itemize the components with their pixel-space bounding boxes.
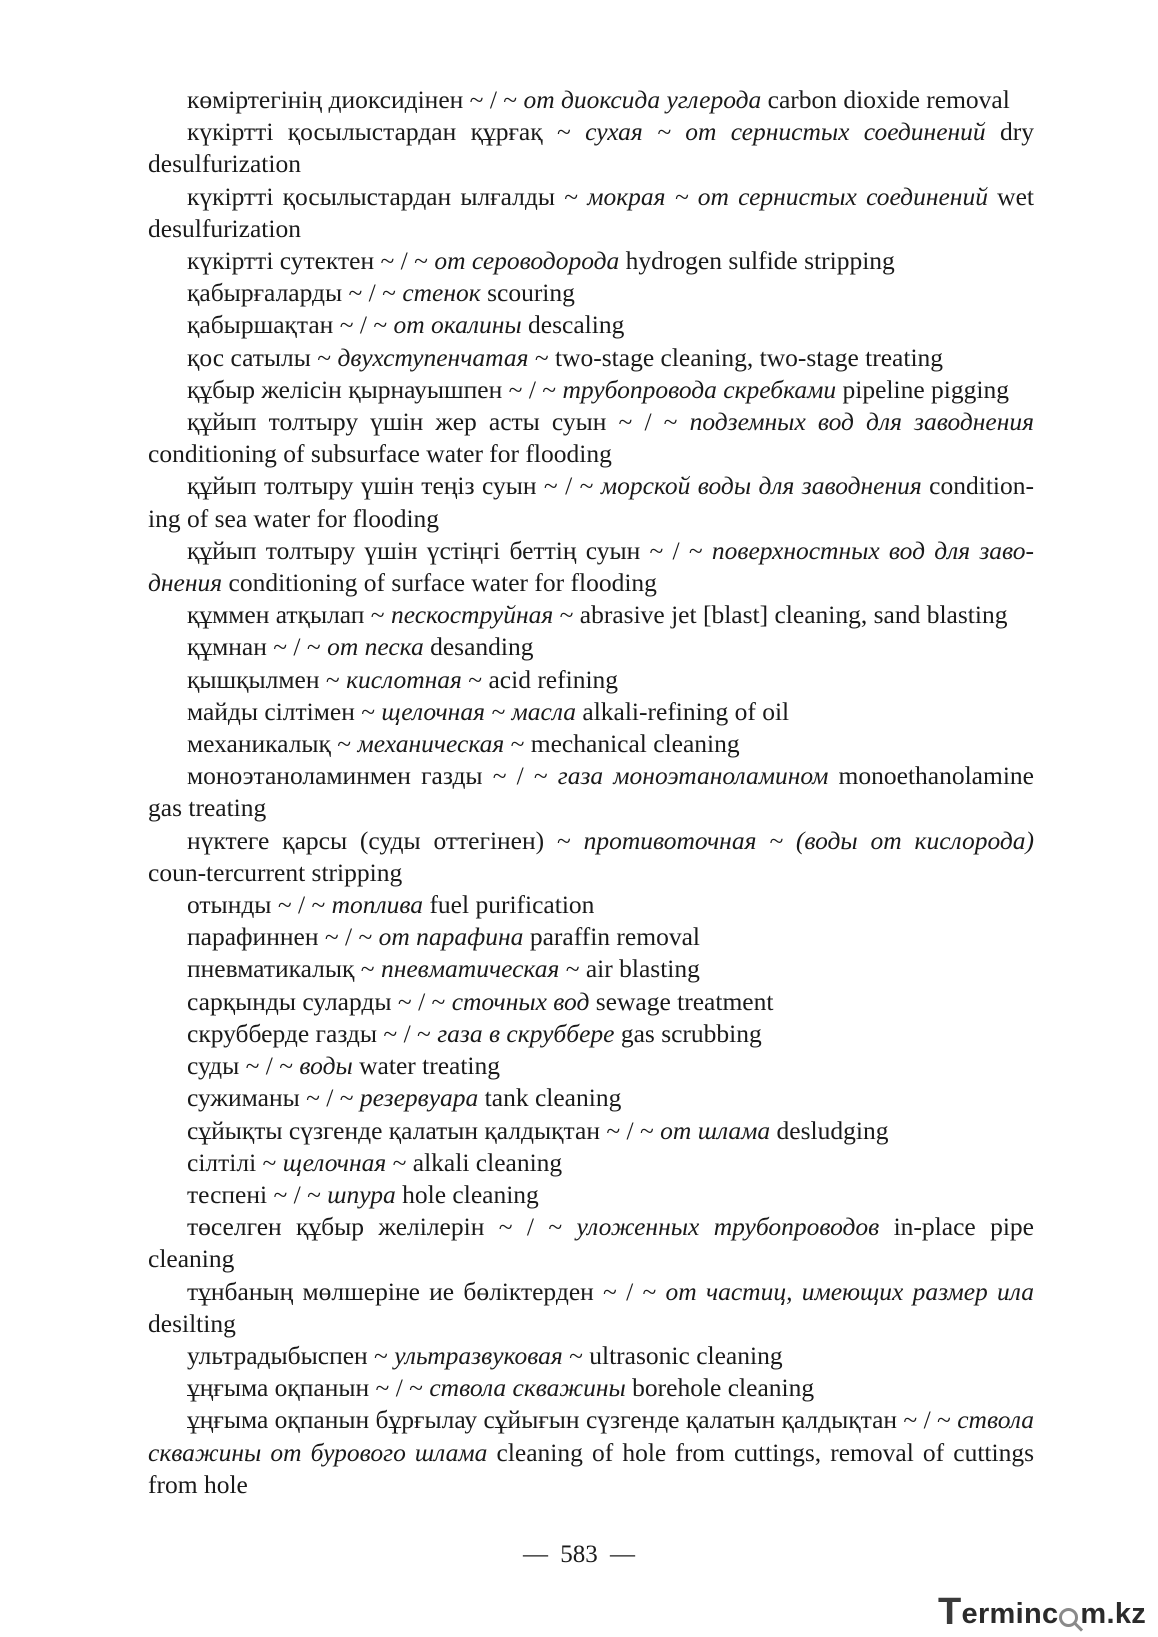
- entry: [148, 1147, 1034, 1179]
- term-kazakh: құммен атқылап ~: [187, 600, 391, 630]
- term-kazakh: қышқылмен ~: [187, 664, 347, 694]
- entry: [148, 535, 1034, 599]
- entry: [148, 1050, 1034, 1082]
- term-kazakh: сарқынды суларды ~ / ~: [187, 986, 452, 1016]
- term-kazakh: тұнбаның мөлшеріне ие бөліктерден ~ / ~: [187, 1276, 666, 1306]
- term-russian: сухая ~ от сернистых соединений: [585, 117, 986, 147]
- term-kazakh: қабырғаларды ~ / ~: [187, 278, 403, 308]
- term-russian: морской воды для заводнения: [600, 471, 922, 501]
- term-russian: двухступенчатая: [337, 342, 529, 372]
- term-russian: газа в скруббере: [437, 1018, 615, 1048]
- term-russian: трубопровода скребками: [562, 374, 837, 404]
- term-english: ~ alkali cleaning: [386, 1147, 563, 1177]
- term-english: gas scrubbing: [614, 1018, 762, 1048]
- term-kazakh: күкіртті сутектен ~ / ~: [187, 246, 435, 276]
- term-english: hole cleaning: [395, 1179, 539, 1209]
- term-russian: ультразвуковая: [394, 1340, 563, 1370]
- term-russian: пескоструйная: [390, 600, 554, 630]
- term-kazakh: ұңғыма оқпанын ~ / ~: [187, 1373, 430, 1403]
- entry: [148, 1179, 1034, 1211]
- term-russian: от шлама: [660, 1115, 771, 1145]
- term-kazakh: теспені ~ / ~: [187, 1179, 328, 1209]
- term-english: ~ ultrasonic cleaning: [562, 1340, 783, 1370]
- entry: [148, 1372, 1034, 1404]
- term-kazakh: төселген құбыр желілерін ~ / ~: [187, 1212, 577, 1242]
- term-russian: от диоксида углерода: [523, 85, 762, 114]
- term-kazakh: отынды ~ / ~: [187, 890, 332, 920]
- term-english: desilting: [148, 1308, 236, 1338]
- entry: [148, 1404, 1034, 1501]
- term-kazakh: көміртегінің диоксидінен ~ / ~: [187, 85, 524, 114]
- entry: [148, 953, 1034, 985]
- term-english: water treating: [352, 1051, 501, 1081]
- term-kazakh: парафиннен ~ / ~: [187, 922, 379, 952]
- term-kazakh: нүктеге қарсы (суды оттегінен) ~: [187, 825, 584, 855]
- entry: [148, 1018, 1034, 1050]
- terminology-site-watermark: [938, 1591, 1146, 1631]
- term-russian: противоточная ~ (воды от кислорода): [583, 825, 1035, 855]
- term-english: ~ abrasive jet [blast] cleaning, sand blasting: [553, 600, 1008, 630]
- term-russian: подземных вод для заводнения: [689, 407, 1034, 437]
- term-kazakh: майды сілтімен ~: [187, 696, 382, 726]
- term-english: desanding: [423, 632, 534, 662]
- term-english: conditioning of sea water for flooding: [148, 471, 1034, 533]
- term-kazakh: құйып толтыру үшін теңіз суын ~ / ~: [187, 471, 601, 501]
- entry: [148, 986, 1034, 1018]
- entry: [148, 245, 1034, 277]
- term-english: ~ mechanical cleaning: [504, 729, 740, 759]
- term-english: tank cleaning: [478, 1083, 622, 1113]
- term-russian: воды: [299, 1051, 353, 1081]
- term-kazakh: сужиманы ~ / ~: [187, 1083, 360, 1113]
- term-english: desludging: [770, 1115, 889, 1145]
- term-russian: пневматическая: [380, 954, 560, 984]
- entry: [148, 728, 1034, 760]
- term-russian: газа моноэтаноламином: [557, 761, 829, 791]
- term-kazakh: қос сатылы ~: [187, 342, 338, 372]
- term-english: cleaning of hole from cuttings, removal of cuttings from hole: [148, 1437, 1034, 1499]
- term-russian: от окалины: [393, 310, 522, 340]
- term-russian: ствола скважины: [429, 1373, 626, 1403]
- entry: [148, 1211, 1034, 1275]
- entry: [148, 277, 1034, 309]
- entry: [148, 664, 1034, 696]
- entry: [148, 374, 1034, 406]
- entry: [148, 84, 1034, 116]
- term-english: hydrogen sulfide stripping: [619, 246, 895, 276]
- term-english: descaling: [521, 310, 625, 340]
- term-kazakh: күкіртті қосылыстардан ылғалды ~: [187, 181, 588, 211]
- watermark-middle: erminc: [961, 1598, 1059, 1630]
- term-english: borehole cleaning: [625, 1373, 815, 1403]
- term-english: ~ air blasting: [559, 954, 700, 984]
- entry: [148, 760, 1034, 824]
- term-russian: топлива: [331, 890, 424, 920]
- entry: [148, 1276, 1034, 1340]
- term-russian: от сероводорода: [434, 246, 620, 276]
- term-russian: щелочная ~ масла: [381, 696, 576, 726]
- term-kazakh: ұңғыма оқпанын бұрғылау сұйығын сүзгенде қалатын қалдықтан ~ / ~: [187, 1405, 958, 1435]
- term-english: carbon dioxide removal: [761, 85, 1010, 114]
- term-english: paraffin removal: [523, 922, 700, 952]
- entry: [148, 696, 1034, 728]
- term-english: scouring: [480, 278, 575, 308]
- term-russian: шпура: [327, 1179, 396, 1209]
- term-english: monoethanolamine gas treating: [148, 761, 1034, 823]
- entry: [148, 1115, 1034, 1147]
- term-russian: стенок: [402, 278, 481, 308]
- term-kazakh: сұйықты сүзгенде қалатын қалдықтан ~ / ~: [187, 1115, 661, 1145]
- term-kazakh: құйып толтыру үшін үстіңгі беттің суын ~ / ~: [187, 535, 712, 565]
- term-kazakh: қабыршақтан ~ / ~: [187, 310, 394, 340]
- term-english: pipeline pigging: [836, 374, 1009, 404]
- term-russian: мокрая ~ от сернистых соединений: [587, 181, 988, 211]
- term-russian: от парафина: [378, 922, 524, 952]
- term-english: in-place pipe cleaning: [148, 1212, 1034, 1274]
- entry: [148, 599, 1034, 631]
- entry: [148, 342, 1034, 374]
- term-kazakh: суды ~ / ~: [187, 1051, 300, 1081]
- term-kazakh: құбыр желісін қырнауышпен ~ / ~: [187, 374, 563, 404]
- dictionary-page: [148, 84, 1034, 1501]
- magnifier-icon: [1059, 1608, 1078, 1627]
- term-english: fuel purification: [423, 890, 595, 920]
- entry: [148, 631, 1034, 663]
- term-russian: от песка: [327, 632, 424, 662]
- term-english: ~ acid refining: [461, 664, 619, 694]
- term-kazakh: құмнан ~ / ~: [187, 632, 328, 662]
- term-russian: ствола скважины от бурового шлама: [148, 1405, 1034, 1467]
- entry: [148, 1082, 1034, 1114]
- term-english: coun-tercurrent stripping: [148, 857, 403, 887]
- term-english: alkali-refining of oil: [576, 696, 790, 726]
- term-english: ~ two-stage cleaning, two-stage treating: [528, 342, 944, 372]
- term-kazakh: моноэтаноламинмен газды ~ / ~: [187, 761, 558, 791]
- term-russian: щелочная: [282, 1147, 387, 1177]
- entry: [148, 116, 1034, 180]
- term-english: sewage treatment: [589, 986, 774, 1016]
- term-english: conditioning of subsurface water for flooding: [148, 439, 612, 469]
- entry: [148, 889, 1034, 921]
- entry: [148, 406, 1034, 470]
- watermark-suffix: m.kz: [1080, 1598, 1147, 1630]
- term-kazakh: күкіртті қосылыстардан құрғақ ~: [187, 117, 586, 147]
- term-russian: резервуара: [359, 1083, 479, 1113]
- watermark-prefix: T: [938, 1591, 962, 1633]
- term-russian: от частиц, имеющих размер ила: [665, 1276, 1034, 1306]
- entry: [148, 921, 1034, 953]
- entry: [148, 309, 1034, 341]
- entry: [148, 1340, 1034, 1372]
- term-russian: механическая: [357, 729, 505, 759]
- entry: [148, 825, 1034, 889]
- term-kazakh: құйып толтыру үшін жер асты суын ~ / ~: [187, 407, 690, 437]
- term-english: wet desulfurization: [148, 181, 1034, 243]
- term-russian: сточных вод: [451, 986, 590, 1016]
- term-kazakh: ультрадыбыспен ~: [187, 1340, 395, 1370]
- term-russian: уложенных трубопроводов: [576, 1212, 880, 1242]
- term-english: dry desulfurization: [148, 117, 1034, 179]
- term-kazakh: сілтілі ~: [187, 1147, 283, 1177]
- term-kazakh: механикалық ~: [187, 729, 358, 759]
- entry: [148, 470, 1034, 534]
- entry: [148, 181, 1034, 245]
- term-english: conditioning of surface water for flooding: [222, 568, 657, 598]
- page-number: — 583 —: [523, 1541, 635, 1568]
- term-kazakh: скрубберде газды ~ / ~: [187, 1018, 438, 1048]
- term-russian: поверхностных вод для заводнения: [148, 535, 1035, 598]
- term-russian: кислотная: [346, 664, 462, 694]
- term-kazakh: пневматикалық ~: [187, 954, 381, 984]
